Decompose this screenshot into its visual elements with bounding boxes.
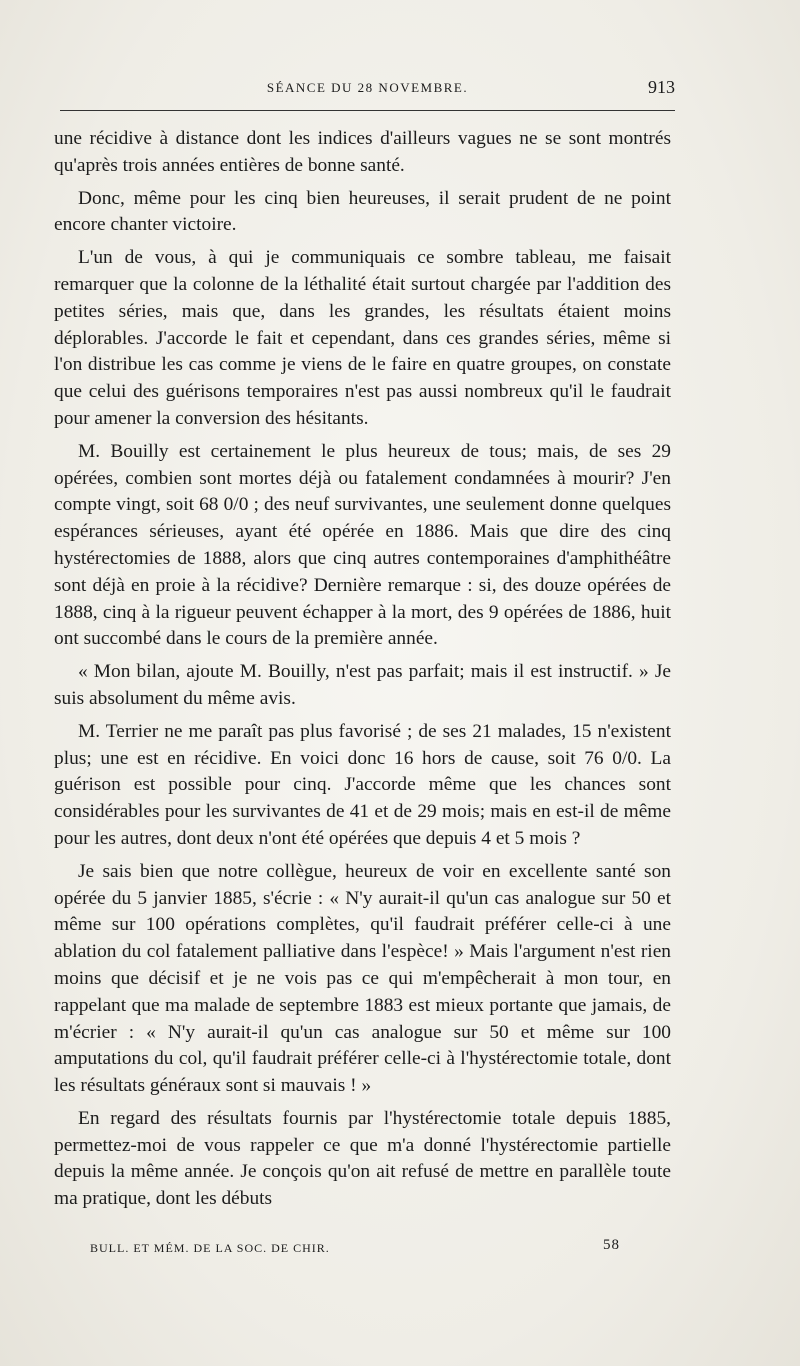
body-text bbox=[54, 126, 671, 1219]
header-rule bbox=[60, 110, 675, 111]
paragraph: Donc, même pour les cinq bien heureuses, il serait prudent de ne point encore chanter victoire. bbox=[54, 187, 671, 236]
paragraph: « Mon bilan, ajoute M. Bouilly, n'est pas parfait; mais il est instructif. » Je suis absolument du même avis. bbox=[54, 661, 671, 709]
footer-journal: BULL. ET MÉM. DE LA SOC. DE CHIR. bbox=[90, 1241, 330, 1255]
paragraph: Je sais bien que notre collègue, heureux de voir en excellente santé son opérée du 5 janvier 1885, s'écrie : « N'y aurait-il qu'un cas analogue sur 50 et même sur 100 opérations complètes, qu'il faudrait préférer celle-ci à une ablation du col fatalement palliative dans l'espèce! » Mais l'argument n'est rien moins que décisif et je ne vois pas ce qui m'empêcherait à mon tour, en rappelant que ma malade de septembre 1883 est mieux portante que jamais, de m'écrier : « N'y aurait-il qu'un cas analogue sur 50 et même sur 100 amputations du col, qu'il faudrait préférer celle-ci à l'hystérectomie totale, dont les résultats généraux sont si mauvais ! » bbox=[54, 860, 671, 1097]
paragraph: une récidive à distance dont les indices d'ailleurs vagues ne se sont montrés qu'après trois années entières de bonne santé. bbox=[54, 128, 671, 176]
page-number: 913 bbox=[648, 77, 675, 97]
paragraph: M. Terrier ne me paraît pas plus favorisé ; de ses 21 malades, 15 n'existent plus; une est en récidive. En voici donc 16 hors de cause, soit 76 0/0. La guérison est possible pour cinq. J'accorde même que les chances sont considérables pour les survivantes de 41 et de 29 mois; mais en est-il de même pour les autres, dont deux n'ont été opérées que depuis 4 et 5 mois ? bbox=[54, 720, 671, 849]
paragraph: En regard des résultats fournis par l'hystérectomie totale depuis 1885, permettez-moi de vous rappeler ce que m'a donné l'hystérectomie partielle depuis la même année. Je conçois qu'on ait refusé de mettre en parallèle toute ma pratique, dont les débuts bbox=[54, 1107, 671, 1210]
running-header bbox=[60, 77, 675, 101]
header-title: SÉANCE DU 28 NOVEMBRE. bbox=[266, 80, 469, 95]
paragraph: L'un de vous, à qui je communiquais ce sombre tableau, me faisait remarquer que la colonne de la léthalité était surtout chargée par l'addition des petites séries, mais que, dans les grandes, les résultats étaient moins déplorables. J'accorde le fait et cependant, dans ces grandes séries, même si l'on distribue les cas comme je viens de le faire en quatre groupes, on constate que celui des guérisons temporaires n'est pas aussi nombreux qu'il le faudrait pour amener la conversion des hésitants. bbox=[54, 247, 671, 429]
paragraph: M. Bouilly est certainement le plus heureux de tous; mais, de ses 29 opérées, combien sont mortes déjà ou fatalement condamnées à mourir? J'en compte vingt, soit 68 0/0 ; des neuf survivantes, une seulement donne quelques espérances sérieuses, ayant été opérée en 1886. Mais que dire des cinq hystérectomies de 1888, alors que cinq autres contemporaines d'amphithéâtre sont déjà en proie à la récidive? Dernière remarque : si, des douze opérées de 1888, cinq à la rigueur peuvent échapper à la mort, des 9 opérées de 1886, huit ont succombé dans le cours de la première année. bbox=[54, 440, 671, 650]
footer-signature: 58 bbox=[603, 1237, 620, 1253]
